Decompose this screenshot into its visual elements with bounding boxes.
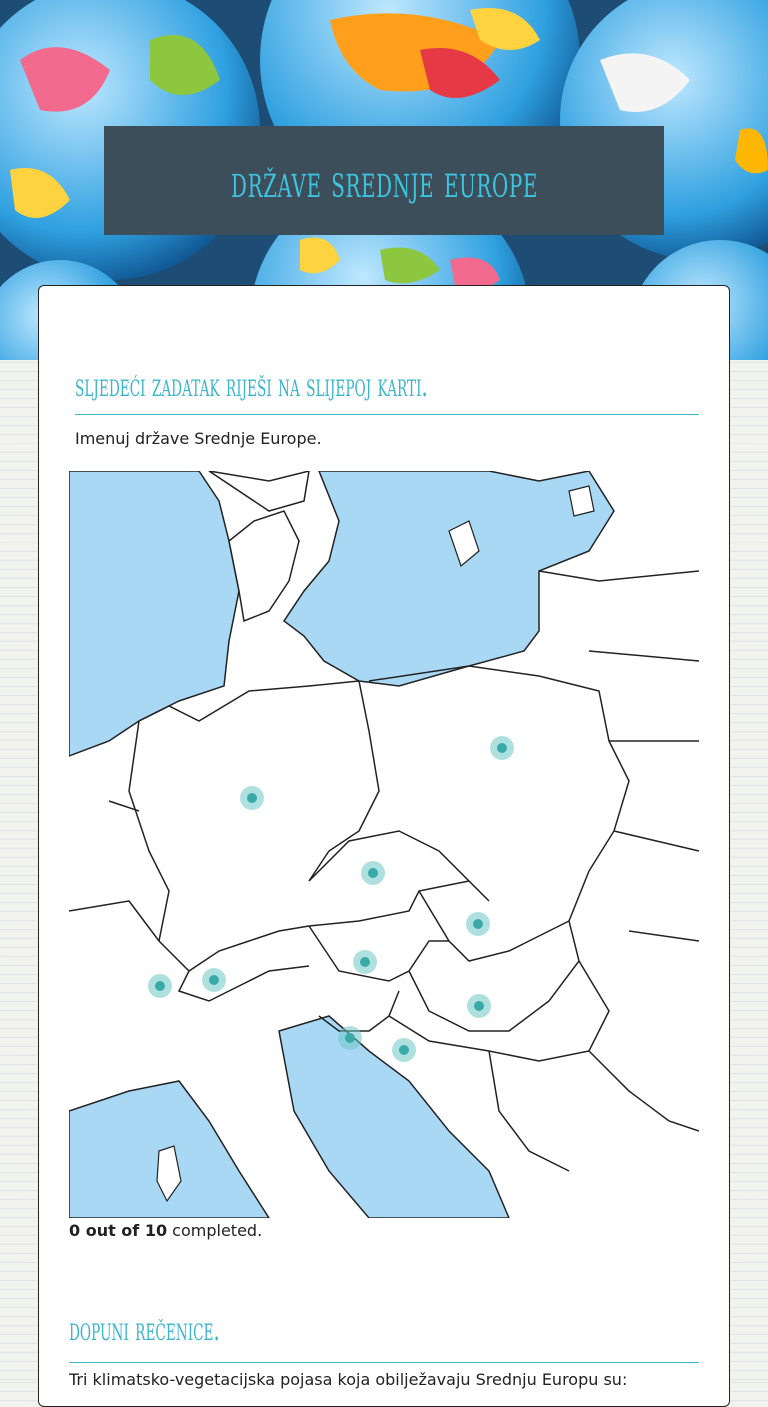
croatia-marker[interactable] [392,1038,416,1062]
liechtenstein-marker[interactable] [202,968,226,992]
content-card [38,285,730,1407]
map-progress [69,1221,262,1240]
austria-marker[interactable] [353,950,377,974]
poland-marker[interactable] [490,736,514,760]
sentence-text: Tri klimatsko-vegetacijska pojasa koja obilježavaju Srednju Europu su: [69,1370,628,1389]
progress-suffix: completed. [167,1221,263,1240]
page-title: države srednje europe [230,153,538,208]
section-heading-map [75,366,699,415]
czechia-marker[interactable] [361,861,385,885]
map-instruction: Imenuj države Srednje Europe. [75,429,322,448]
hungary-marker[interactable] [467,994,491,1018]
progress-count: 0 out of 10 [69,1221,168,1240]
section-heading-sentences [69,1310,699,1363]
slovakia-marker[interactable] [466,912,490,936]
section-heading-map-text: sljedeći zadatak riješi na slijepoj karti. [75,366,428,404]
blank-map-central-europe [69,471,699,1218]
title-box [104,126,664,235]
section-heading-sentences-text: dopuni rečenice. [69,1310,220,1348]
switzerland-marker[interactable] [148,974,172,998]
germany-marker[interactable] [240,786,264,810]
slovenia-marker[interactable] [338,1026,362,1050]
